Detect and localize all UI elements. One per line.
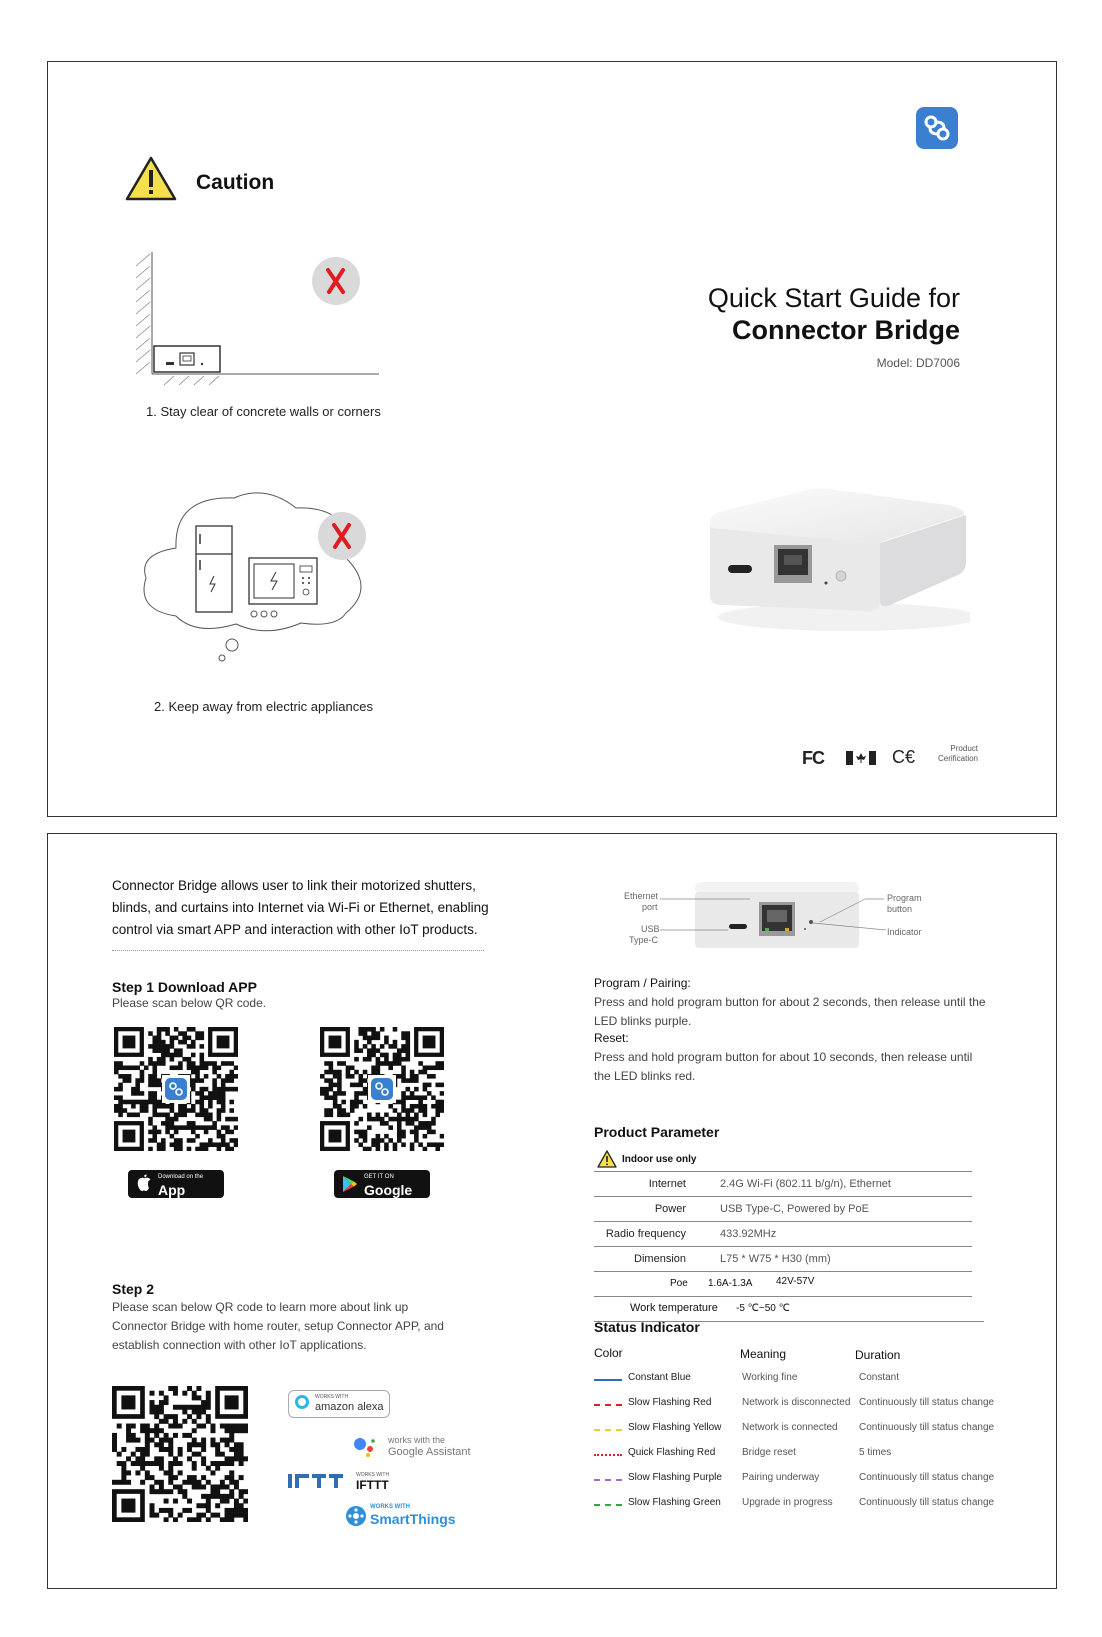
status-meaning: Network is disconnected [742,1397,851,1408]
ifttt-small-text: WORKS WITH [356,1472,390,1478]
alexa-icon [295,1395,309,1409]
guide-title-line1: Quick Start Guide for [707,283,960,313]
status-color: Quick Flashing Red [628,1447,716,1458]
worktemp-value: -5 ℃~50 ℃ [736,1303,790,1314]
step1-body: Please scan below QR code. [112,996,267,1010]
status-row [594,1372,1014,1397]
app-logo-icon [916,107,958,149]
status-head-duration: Duration [855,1348,901,1362]
status-meaning: Network is connected [742,1422,838,1433]
divider [112,950,484,951]
canada-flag-icon [846,751,876,770]
caution-title: Caution [196,171,275,194]
status-swatch [594,1404,622,1406]
label-program-1: Program [887,893,922,903]
label-ethernet-2: port [642,902,658,912]
wall-cross-icon [312,257,360,305]
status-duration: Constant [859,1372,900,1383]
product-image [708,485,970,640]
status-row [594,1497,1014,1522]
step2-title: Step 2 [112,1281,155,1297]
status-table [594,1372,1014,1522]
smartthings-main-text: SmartThings [370,1511,456,1527]
label-indicator: Indicator [887,927,922,937]
tip-walls: 1. Stay clear of concrete walls or corners [146,404,381,419]
param-key: Radio frequency [605,1228,686,1240]
status-duration: Continuously till status change [859,1422,995,1433]
google-play-button[interactable] [334,1170,430,1214]
step2-body-2: Connector Bridge with home router, setup Connector APP, and [112,1319,444,1333]
apple-icon [137,1174,151,1197]
status-duration: Continuously till status change [859,1397,995,1408]
label-program-2: button [887,904,913,914]
poe-voltage: 42V-57V [776,1276,815,1287]
google-assistant-line1: works with the [388,1435,446,1445]
cert-label-2: Cerification [937,754,978,763]
appliance-cross-icon [318,512,366,560]
ifttt-main-text: IFTTT [356,1478,389,1492]
status-row [594,1472,1014,1497]
param-table [594,1172,972,1322]
fcc-icon: FC [802,748,824,768]
param-row [594,1197,972,1222]
smartthings-icon [345,1505,367,1532]
model-number: Model: DD7006 [876,356,960,370]
step2-body-1: Please scan below QR code to learn more about link up [112,1300,409,1314]
ce-icon: C€ [892,747,916,767]
label-usb-2: Type-C [629,935,659,945]
pairing-body-1: Press and hold program button for about 2 seconds, then release until the [594,995,986,1009]
status-swatch [594,1429,622,1431]
alexa-badge [288,1390,390,1418]
param-row [594,1247,972,1272]
step1-title: Step 1 Download APP [112,979,257,995]
poe-label: Poe [670,1278,688,1289]
label-ethernet-1: Ethernet [624,891,659,901]
tip-appliances: 2. Keep away from electric appliances [154,699,373,714]
qr-code-appstore[interactable] [114,1027,238,1151]
status-title: Status Indicator [594,1319,700,1335]
reset-body-1: Press and hold program button for about 10 seconds, then release until [594,1050,973,1064]
google-assistant-icon [352,1436,376,1463]
param-row-poe [594,1272,972,1297]
alexa-main-text: amazon alexa [315,1401,384,1413]
pairing-body-2: LED blinks purple. [594,1014,692,1028]
status-color: Constant Blue [628,1372,691,1383]
param-key: Dimension [634,1253,686,1265]
intro-line-2: blinds, and curtains into Internet via Wi-Fi or Ethernet, enabling [112,900,489,915]
app-store-button[interactable] [128,1170,224,1214]
status-swatch [594,1479,622,1481]
param-row [594,1172,972,1197]
app-store-label: App Store [158,1182,194,1214]
google-assistant-line2: Google Assistant [388,1446,471,1458]
poe-current: 1.6A-1.3A [708,1278,753,1289]
status-duration: Continuously till status change [859,1472,995,1483]
param-value: L75 * W75 * H30 (mm) [720,1253,831,1265]
qr-code-step2[interactable] [112,1386,248,1522]
status-color: Slow Flashing Purple [628,1472,722,1483]
status-meaning: Bridge reset [742,1447,796,1458]
step2-body-3: establish connection with other IoT applications. [112,1338,367,1352]
param-key: Power [654,1203,686,1215]
alexa-small-text: WORKS WITH [315,1394,349,1400]
google-play-top: GET IT ON [364,1174,394,1180]
google-play-label: Google Play [364,1182,413,1214]
indoor-caution-icon [597,1150,617,1173]
ifttt-logo-icon [288,1472,350,1493]
smartthings-small-text: WORKS WITH [370,1504,410,1510]
param-value: USB Type-C, Powered by PoE [720,1203,869,1215]
status-color: Slow Flashing Red [628,1397,712,1408]
status-meaning: Upgrade in progress [742,1497,833,1508]
status-swatch [594,1504,622,1506]
reset-title: Reset: [594,1031,629,1045]
worktemp-label: Work temperature [630,1302,718,1314]
status-head-meaning: Meaning [740,1347,787,1361]
caution-icon [124,155,178,208]
status-row [594,1447,1014,1472]
intro-line-1: Connector Bridge allows user to link their motorized shutters, [112,878,476,893]
status-duration: 5 times [859,1447,892,1458]
status-swatch [594,1454,622,1456]
param-row [594,1222,972,1247]
status-meaning: Working fine [742,1372,798,1383]
status-meaning: Pairing underway [742,1472,820,1483]
param-value: 2.4G Wi-Fi (802.11 b/g/n), Ethernet [720,1178,891,1190]
google-play-icon [342,1175,358,1198]
indoor-note: Indoor use only [622,1154,697,1165]
status-color: Slow Flashing Yellow [628,1422,722,1433]
app-store-top: Download on the [158,1174,204,1180]
param-key: Internet [648,1178,686,1190]
param-value: 433.92MHz [720,1228,777,1240]
callout-lines [660,890,890,940]
status-row [594,1422,1014,1447]
cert-label-1: Product [950,744,978,753]
intro-line-3: control via smart APP and interaction with other IoT products. [112,922,478,937]
status-duration: Continuously till status change [859,1497,995,1508]
label-usb-1: USB [641,924,660,934]
param-title: Product Parameter [594,1124,720,1140]
status-row [594,1397,1014,1422]
qr-code-googleplay[interactable] [320,1027,444,1151]
pairing-title: Program / Pairing: [594,976,691,990]
status-color: Slow Flashing Green [628,1497,721,1508]
reset-body-2: the LED blinks red. [594,1069,696,1083]
guide-title-line2: Connector Bridge [731,315,960,345]
status-head-color: Color [594,1346,623,1360]
status-swatch [594,1379,622,1381]
